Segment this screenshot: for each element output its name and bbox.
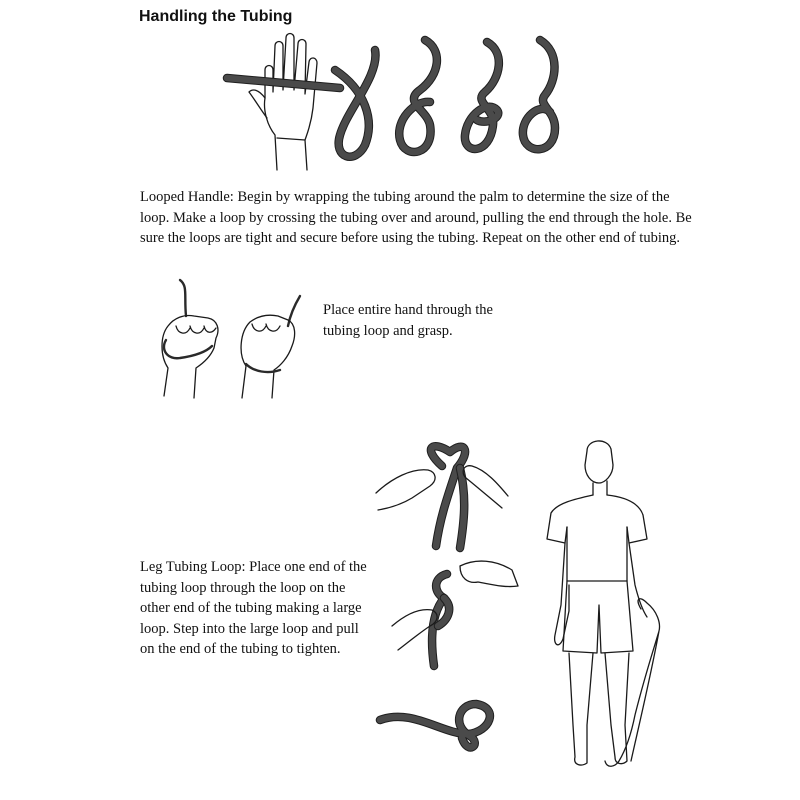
grasp-illustration: [150, 276, 310, 401]
leg-loop-knot-illustration: [372, 438, 522, 778]
looped-handle-text: Looped Handle: Begin by wrapping the tubing around the palm to determine the size of the loop. Make a loop by crossing the tubing over and around, pulling the end through the hole. Be sure the loops are tight and secure before using the tubing. Repeat on the other end of tubing.: [140, 189, 692, 246]
fist-grasping-loop-drawing: [241, 296, 300, 398]
hand-through-loop-drawing: [162, 280, 218, 398]
standing-figure-illustration: [535, 435, 675, 780]
knot-step-1: [335, 50, 376, 157]
tubing-across-palm: [227, 78, 340, 88]
looped-handle-illustration: [215, 30, 575, 180]
finished-tubing-loop-drawing: [380, 704, 490, 747]
knot-step-4: [523, 40, 555, 149]
hand-grasp-text: Place entire hand through the tubing loop and grasp.: [323, 302, 493, 339]
man-figure-drawing: [547, 441, 647, 765]
leg-loop-text: Leg Tubing Loop: Place one end of the tubing loop through the loop on the other end of the tubing making a large loop. Step into the large loop and pull on the end of the tubing to tighten.: [140, 559, 367, 657]
knot-step-2: [399, 40, 437, 152]
open-hand-drawing: [249, 34, 317, 171]
hands-tightening-knot-drawing: [392, 561, 518, 666]
section-title: Handling the Tubing: [139, 8, 293, 25]
hands-threading-loop-drawing: [376, 446, 508, 548]
knot-step-3: [465, 42, 499, 149]
